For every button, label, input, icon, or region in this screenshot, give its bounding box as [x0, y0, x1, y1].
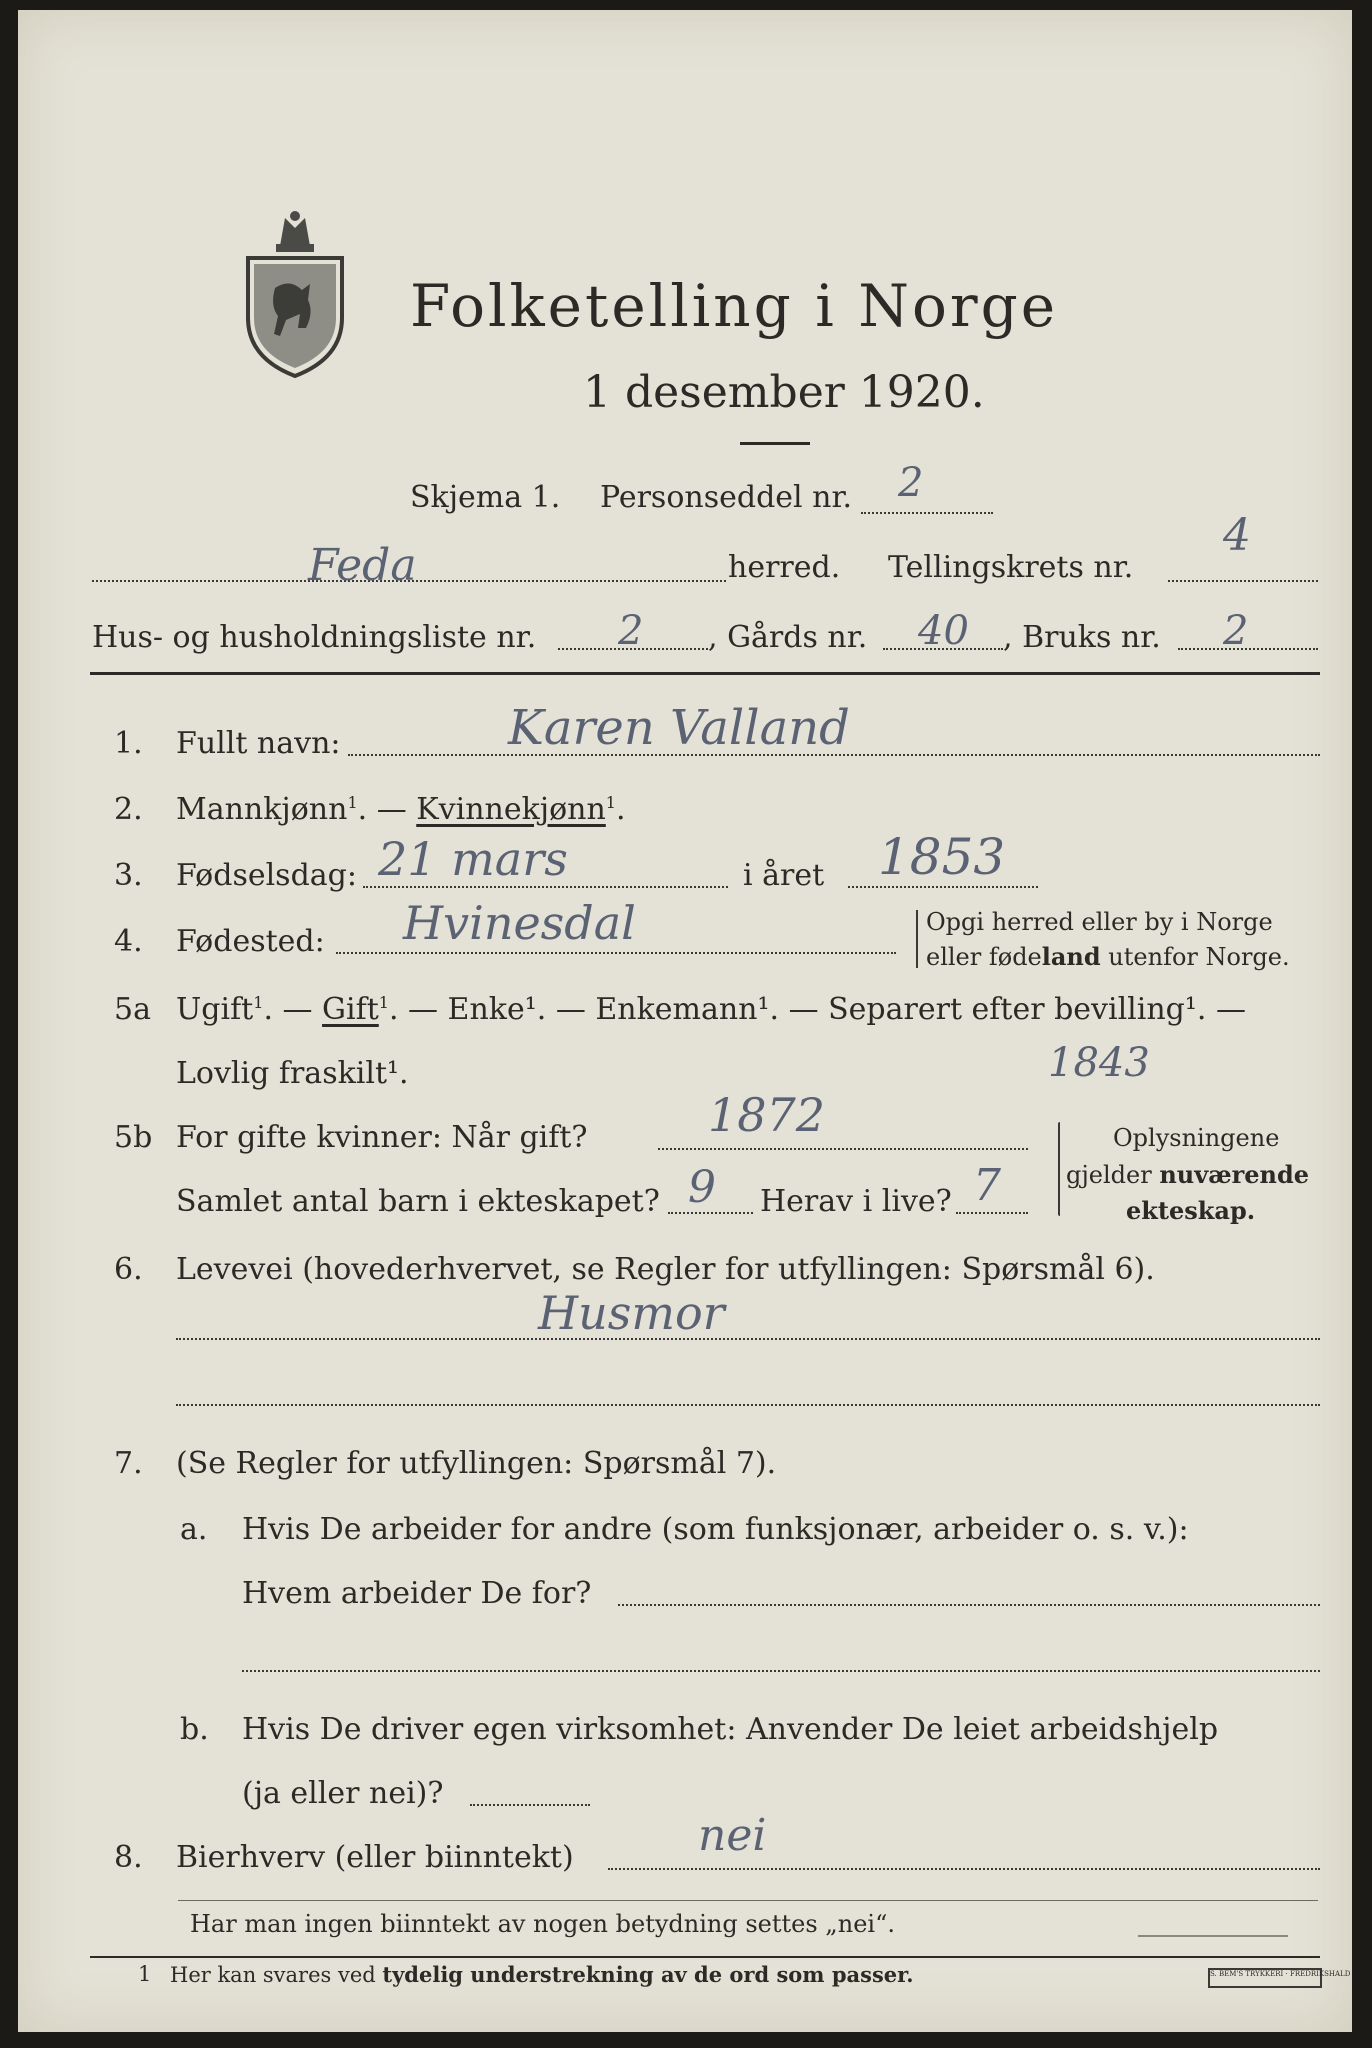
birthday-value[interactable]: 21 mars: [378, 832, 568, 886]
form-subtitle: 1 desember 1920.: [583, 367, 985, 418]
q4-note-1: Opgi herred eller by i Norge: [926, 908, 1273, 936]
gards-value[interactable]: 40: [918, 608, 969, 654]
q6-line-2: [176, 1404, 1320, 1406]
side-income-note: Har man ingen biinntekt av nogen betydning settes „nei“.: [190, 1910, 895, 1938]
q7a-text: Hvis De arbeider for andre (som funksjonær, arbeider o. s. v.):: [242, 1512, 1189, 1547]
form-title: Folketelling i Norge: [410, 272, 1059, 340]
hired-help-line[interactable]: [470, 1804, 590, 1806]
ugift-option[interactable]: Ugift: [176, 992, 254, 1027]
q7a-marker: a.: [180, 1512, 208, 1547]
q7-label: (Se Regler for utfyllingen: Spørsmål 7).: [176, 1446, 777, 1481]
children-count-value[interactable]: 9: [688, 1162, 716, 1213]
q5b-number: 5b: [114, 1120, 153, 1155]
side-income-value[interactable]: nei: [698, 1810, 767, 1861]
q5b-label-2: Samlet antal barn i ekteskapet?: [176, 1184, 660, 1219]
q5b-brace: [1058, 1122, 1060, 1216]
full-name-value[interactable]: Karen Valland: [508, 700, 850, 756]
q4-line: [336, 952, 896, 954]
q7b-marker: b.: [180, 1712, 209, 1747]
q8-line: [608, 1868, 1320, 1870]
kvinne-option[interactable]: Kvinnekjønn: [416, 792, 606, 827]
printer-mark: S. BEM'S TRYKKERI · FREDRIKSHALD: [1208, 1968, 1322, 1988]
q1-label: Fullt navn:: [176, 726, 341, 761]
note-divider: [178, 1900, 1318, 1901]
gender-options: Mannkjønn$^1$. — Kvinnekjønn$^1$.: [176, 792, 626, 827]
footnote-marker: 1: [138, 1962, 152, 1986]
header-rule: [90, 672, 1320, 675]
q7b-text: Hvis De driver egen virksomhet: Anvender De leiet arbeidshjelp: [242, 1712, 1219, 1747]
year-line: [848, 886, 1038, 888]
married-year-line: [658, 1148, 1028, 1150]
q5b-label-3: Herav i live?: [760, 1184, 952, 1219]
census-form-paper: [18, 10, 1352, 2032]
q5b-label-1: For gifte kvinner: Når gift?: [176, 1120, 588, 1155]
q6-number: 6.: [114, 1252, 143, 1287]
q5a-number: 5a: [114, 992, 151, 1027]
occupation-value[interactable]: Husmor: [538, 1286, 725, 1340]
marital-options: Ugift$^1$. — Gift$^1$. — Enke¹. — Enkemann¹. — Separert efter bevilling¹. —: [176, 992, 1246, 1027]
children-alive-value[interactable]: 7: [973, 1160, 1001, 1211]
year-label: i året: [743, 858, 825, 893]
q8-number: 8.: [114, 1840, 143, 1875]
title-divider: [740, 442, 810, 445]
herred-label: herred.: [728, 550, 841, 585]
q8-label: Bierhverv (eller biinntekt): [176, 1840, 574, 1875]
q7a-question: Hvem arbeider De for?: [242, 1576, 592, 1611]
q7b-question: (ja eller nei)?: [242, 1776, 444, 1811]
bruks-value[interactable]: 2: [1223, 608, 1249, 654]
gift-option[interactable]: Gift: [322, 992, 379, 1027]
annotation-1843: 1843: [1048, 1040, 1150, 1086]
fraskilt-option[interactable]: Lovlig fraskilt¹.: [176, 1056, 409, 1091]
married-year-value[interactable]: 1872: [708, 1088, 826, 1142]
q5b-note-1: Oplysningene: [1113, 1124, 1280, 1152]
personseddel-line: [861, 512, 993, 514]
alive-line: [956, 1212, 1028, 1214]
employer-line[interactable]: [618, 1604, 1320, 1606]
personseddel-label: Personseddel nr.: [600, 480, 853, 515]
q7-number: 7.: [114, 1446, 143, 1481]
tellingskrets-value[interactable]: 4: [1223, 510, 1251, 561]
hus-value[interactable]: 2: [618, 608, 644, 654]
q4-number: 4.: [114, 924, 143, 959]
tellingskrets-label: Tellingskrets nr.: [888, 550, 1134, 585]
coat-of-arms-icon: [240, 208, 350, 378]
gards-label: , Gårds nr.: [708, 620, 868, 655]
q3-label: Fødselsdag:: [176, 858, 357, 893]
q4-note-2: eller fødeland utenfor Norge.: [926, 942, 1290, 971]
employer-line-2[interactable]: [242, 1670, 1320, 1672]
herred-value[interactable]: Feda: [308, 540, 417, 591]
q1-number: 1.: [114, 726, 143, 761]
faint-line: [1138, 1935, 1288, 1937]
q3-line: [363, 886, 728, 888]
birth-year-value[interactable]: 1853: [878, 828, 1006, 886]
q3-number: 3.: [114, 858, 143, 893]
footnote-rule: [90, 1956, 1320, 1958]
personseddel-value[interactable]: 2: [898, 460, 924, 506]
bruks-label: , Bruks nr.: [1003, 620, 1161, 655]
q6-label: Levevei (hovederhvervet, se Regler for utfyllingen: Spørsmål 6).: [176, 1252, 1155, 1287]
q2-number: 2.: [114, 792, 143, 827]
footnote-text: Her kan svares ved tydelig understrekning av de ord som passer.: [170, 1962, 914, 1987]
q6-line-1: [176, 1338, 1320, 1340]
skjema-label: Skjema 1.: [410, 480, 561, 515]
bleed-through: [538, 130, 545, 155]
q5b-note-2: gjelder nuværende: [1066, 1160, 1310, 1189]
tellingskrets-line: [1168, 580, 1318, 582]
mann-option[interactable]: Mannkjønn: [176, 792, 348, 827]
birthplace-value[interactable]: Hvinesdal: [403, 896, 636, 950]
q4-label: Fødested:: [176, 924, 325, 959]
q4-brace: [916, 910, 918, 968]
q5b-note-3: ekteskap.: [1126, 1196, 1256, 1225]
hus-label: Hus- og husholdningsliste nr.: [92, 620, 537, 655]
